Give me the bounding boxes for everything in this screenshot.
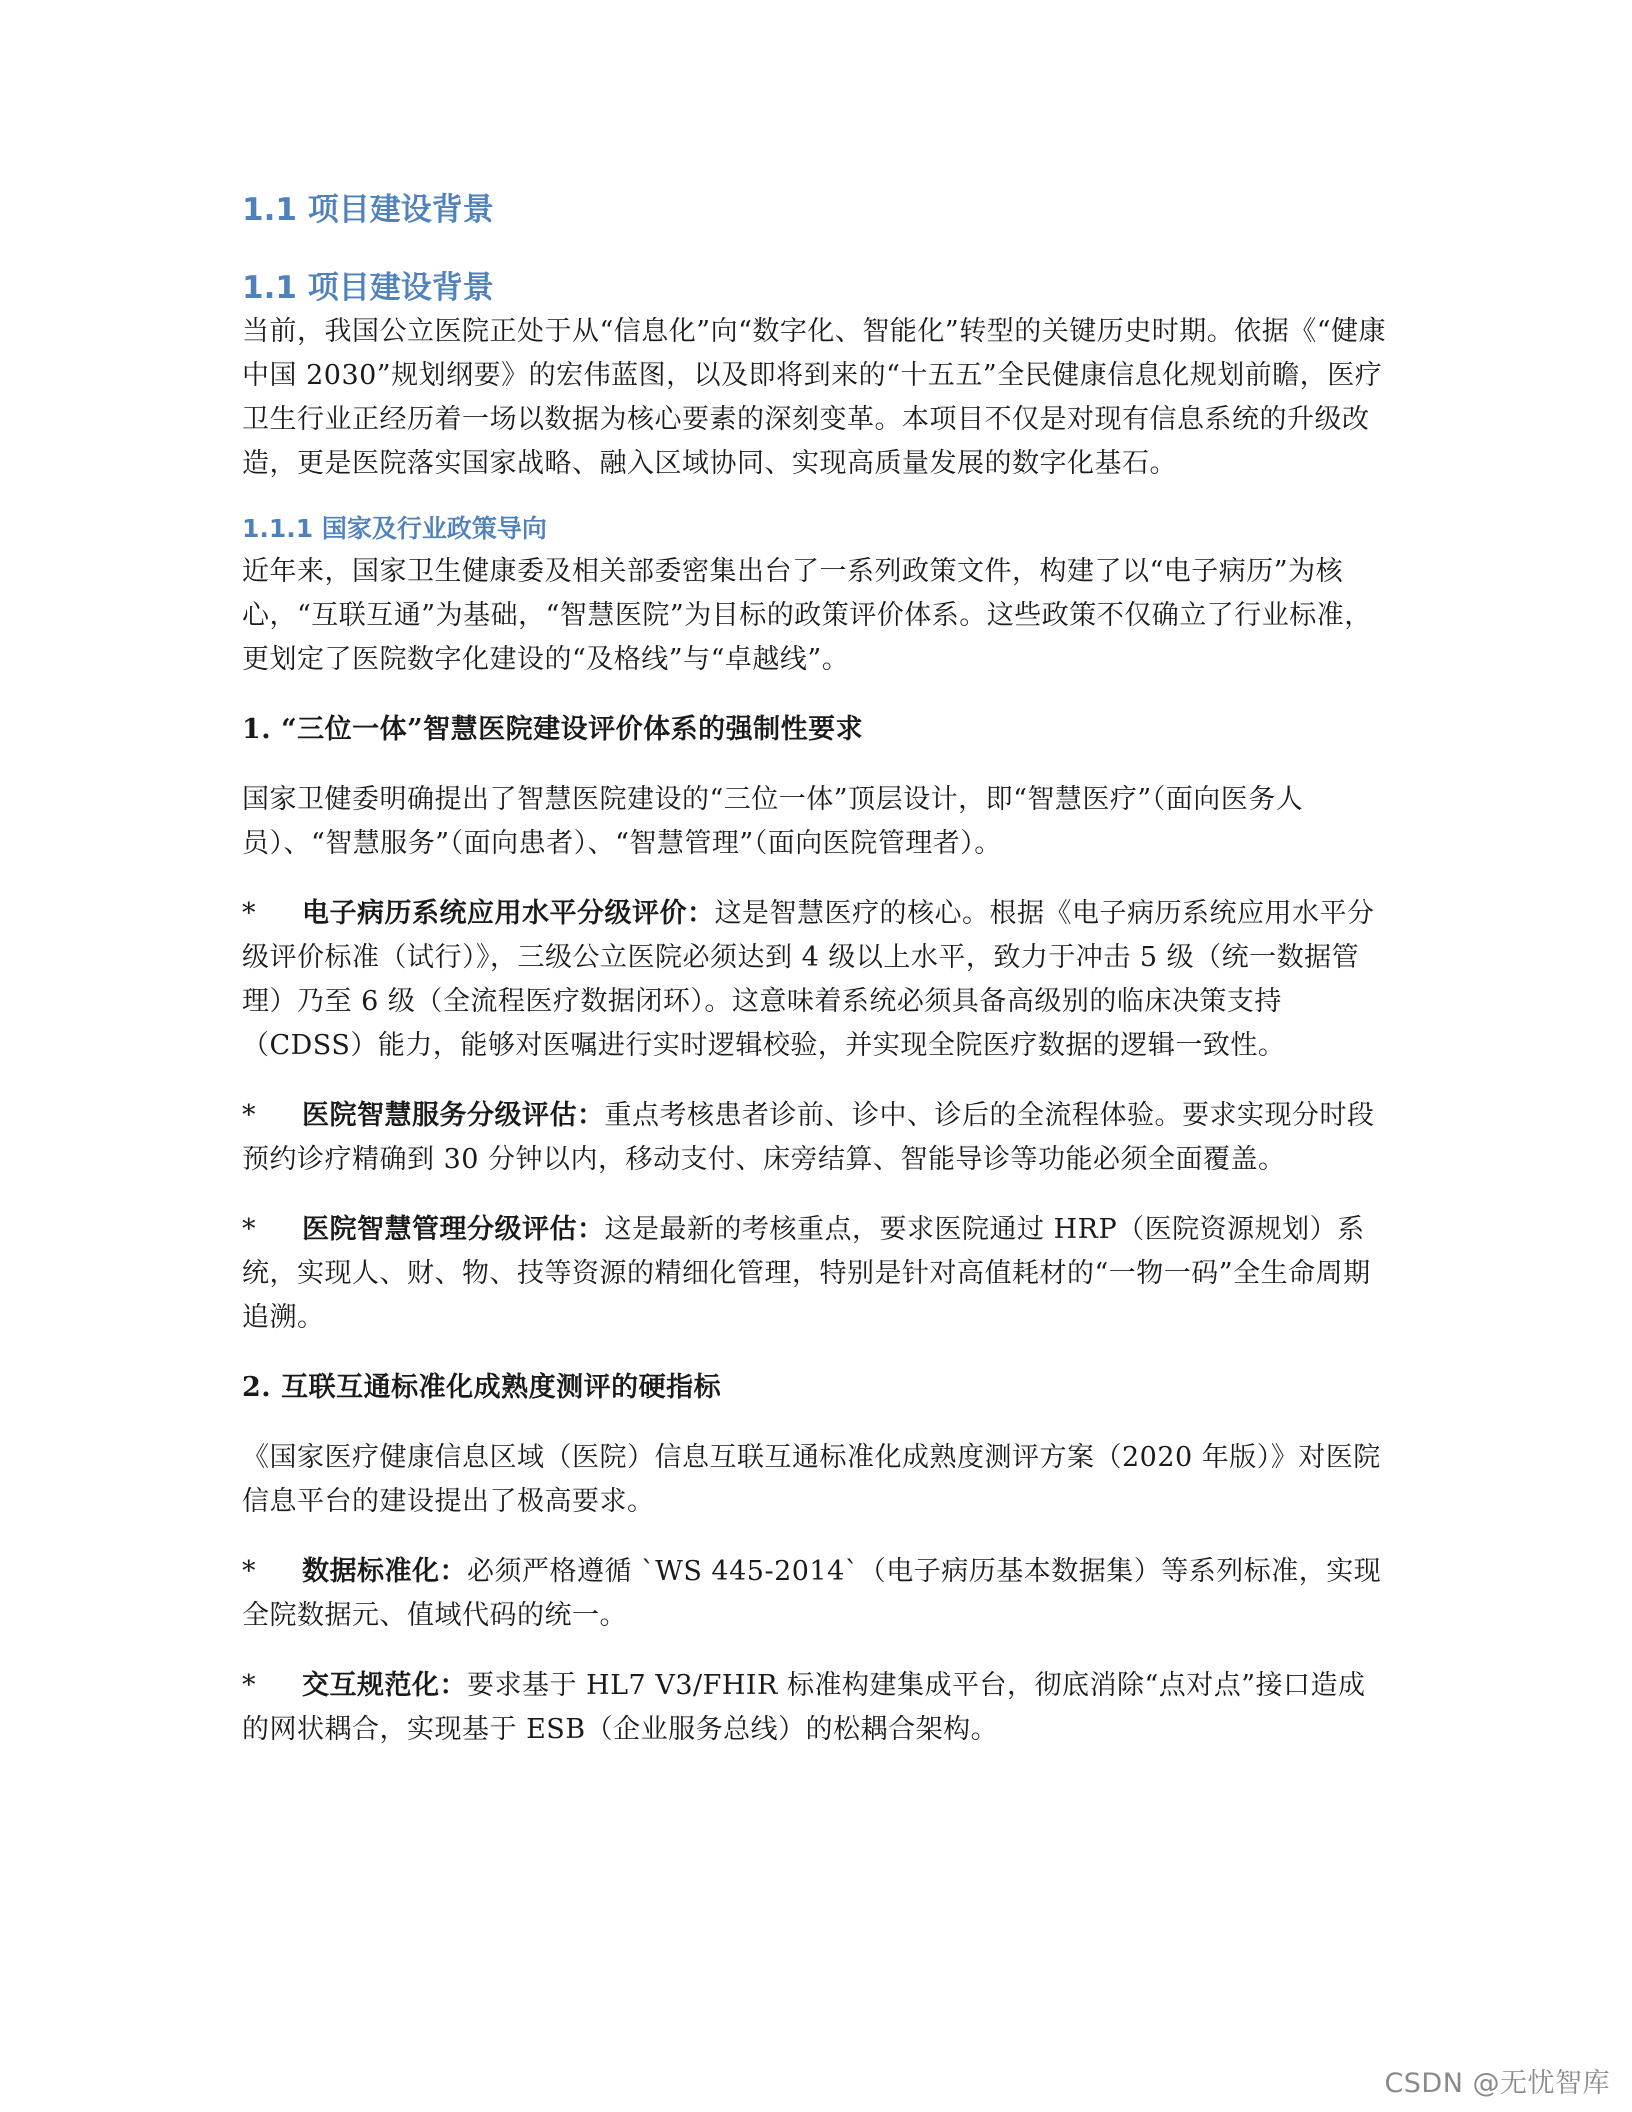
bullet-title: 交互规范化： [302,1670,467,1701]
watermark: CSDN @无忧智库 [1384,2068,1610,2099]
bullet-text: 这是智慧医疗的核心。根据《电子病历系统应用水平分级评价标准（试行）》，三级公立医院必须达到 4 级以上水平，致力于冲击 5 级（统一数据管理）乃至 6 级（全流程医疗数据闭环）。这意味着系统必须具备高级别的临床决策支持（CDSS）能力，能够对医嘱进行实时逻辑校验，并实现全院医疗数据的逻辑一致性。 [242,898,1375,1061]
bullet-marker: * [242,1670,256,1701]
bullet-marker: * [242,1100,256,1131]
section-heading-1: 1.1 项目建设背景 [242,192,494,228]
section-heading-2: 1.1 项目建设背景 [242,270,494,306]
bullet-item [242,892,1392,1068]
bullet-item [242,1550,1392,1638]
subsection-heading: 1.1.1 国家及行业政策导向 [242,514,547,543]
interop-paragraph: 《国家医疗健康信息区域（医院）信息互联互通标准化成熟度测评方案（2020 年版）》对医院信息平台的建设提出了极高要求。 [242,1442,1381,1517]
bullet-text: 这是最新的考核重点，要求医院通过 HRP（医院资源规划）系统，实现人、财、物、技等资源的精细化管理，特别是针对高值耗材的“一物一码”全生命周期追溯。 [242,1214,1371,1333]
intro-paragraph: 当前，我国公立医院正处于从“信息化”向“数字化、智能化”转型的关键历史时期。依据《“健康中国 2030”规划纲要》的宏伟蓝图，以及即将到来的“十五五”全民健康信息化规划前瞻，医疗卫生行业正经历着一场以数据为核心要素的深刻变革。本项目不仅是对现有信息系统的升级改造，更是医院落实国家战略、融入区域协同、实现高质量发展的数字化基石。 [242,316,1387,479]
bullet-text: 要求基于 HL7 V3/FHIR 标准构建集成平台，彻底消除“点对点”接口造成的网状耦合，实现基于 ESB（企业服务总线）的松耦合架构。 [242,1670,1366,1745]
bullet-item [242,1094,1392,1182]
bullet-title: 电子病历系统应用水平分级评价： [302,898,715,929]
bullet-item [242,1208,1392,1340]
bullet-marker: * [242,1556,256,1587]
bullet-text: 重点考核患者诊前、诊中、诊后的全流程体验。要求实现分时段预约诊疗精确到 30 分钟以内，移动支付、床旁结算、智能导诊等功能必须全面覆盖。 [242,1100,1375,1175]
numbered-heading-2: 2. 互联互通标准化成熟度测评的硬指标 [242,1372,722,1403]
numbered-heading-1: 1. “三位一体”智慧医院建设评价体系的强制性要求 [242,714,864,745]
document-page [242,190,1392,1752]
bullet-text: 必须严格遵循 `WS 445-2014`（电子病历基本数据集）等系列标准，实现全院数据元、值域代码的统一。 [242,1556,1382,1631]
three-in-one-paragraph: 国家卫健委明确提出了智慧医院建设的“三位一体”顶层设计，即“智慧医疗”（面向医务人员）、“智慧服务”（面向患者）、“智慧管理”（面向医院管理者）。 [242,784,1304,859]
policy-paragraph: 近年来，国家卫生健康委及相关部委密集出台了一系列政策文件，构建了以“电子病历”为核心，“互联互通”为基础，“智慧医院”为目标的政策评价体系。这些政策不仅确立了行业标准，更划定了医院数字化建设的“及格线”与“卓越线”。 [242,556,1372,675]
bullet-title: 医院智慧管理分级评估： [302,1214,605,1245]
bullet-marker: * [242,898,256,929]
bullet-item [242,1664,1392,1752]
bullet-title: 数据标准化： [302,1556,467,1587]
bullet-title: 医院智慧服务分级评估： [302,1100,605,1131]
bullet-marker: * [242,1214,256,1245]
